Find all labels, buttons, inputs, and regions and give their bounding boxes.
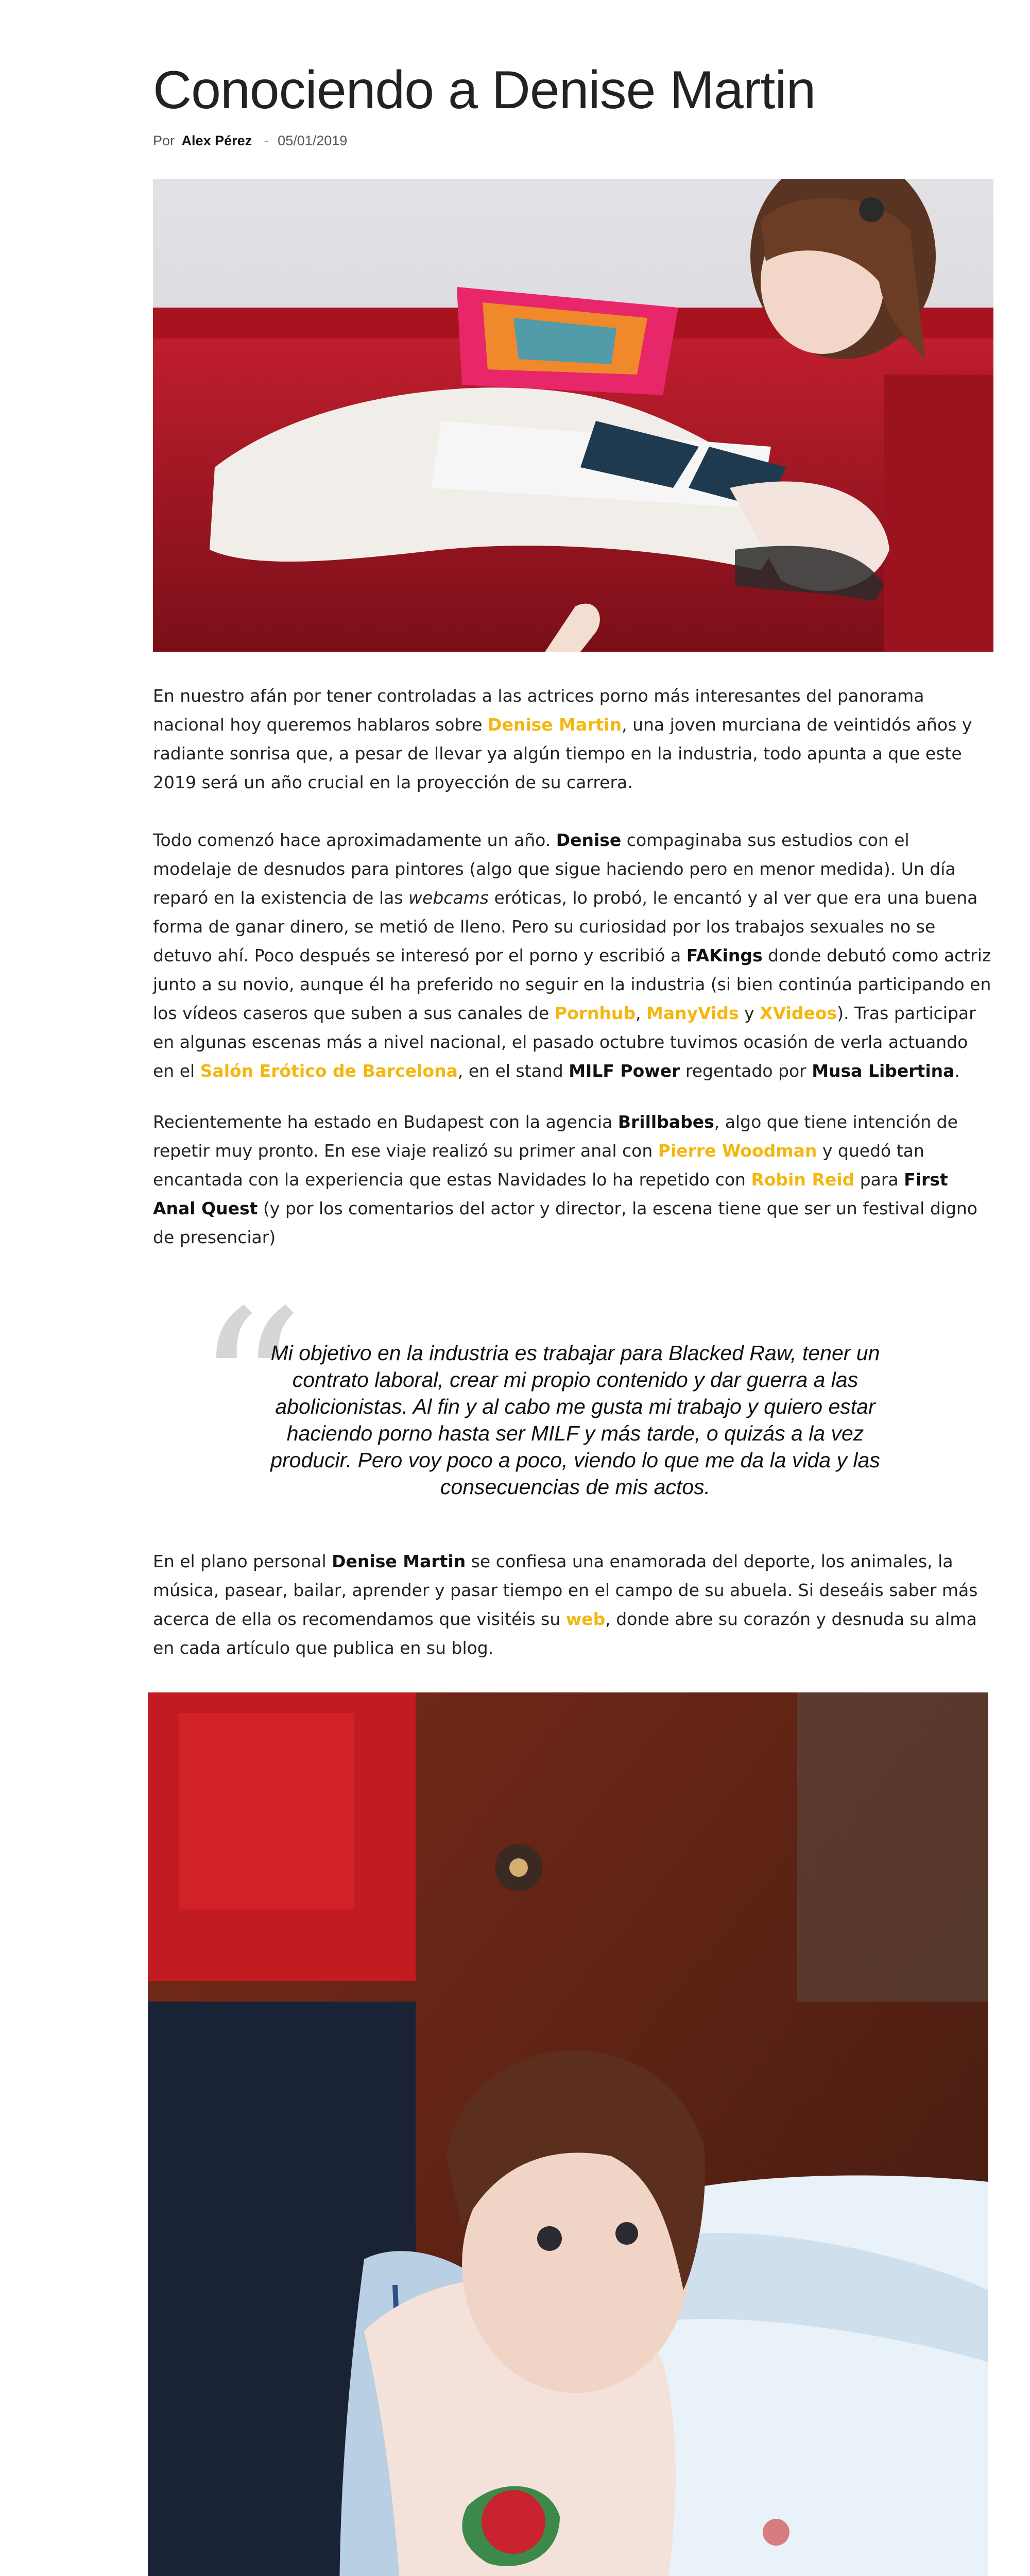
publish-date: 05/01/2019 (278, 133, 348, 148)
bold-first-anal-quest: First Anal Quest (153, 1170, 948, 1218)
link-robin-reid[interactable]: Robin Reid (751, 1170, 855, 1190)
origins-text: , en el stand (457, 1061, 569, 1081)
origins-text: . (954, 1061, 960, 1081)
paragraph-intro (153, 682, 992, 797)
link-denise-martin[interactable]: Denise Martin (488, 715, 622, 735)
origins-text: regentado por (680, 1061, 812, 1081)
link-manyvids[interactable]: ManyVids (646, 1003, 739, 1023)
hero-image (153, 179, 993, 652)
article-meta (153, 133, 347, 149)
bold-musa-libertina: Musa Libertina (812, 1061, 955, 1081)
personal-text: , donde abre su corazón y desnuda su alma en cada artículo que publica en su blog. (153, 1609, 977, 1658)
origins-text: ). Tras participar en algunas escenas más a nivel nacional, el pasado octubre tuvimos ocasión de verla actuando en el (153, 1003, 976, 1081)
italic-webcams: webcams (408, 888, 489, 908)
paragraph-budapest (153, 1108, 992, 1252)
origins-text: eróticas, lo probó, le encantó y al ver que era una buena forma de ganar dinero, se metió de lleno. Pero su curiosidad por los trabajos sexuales no se detuvo ahí. Poco después se interesó por el porno y escribió a (153, 888, 978, 965)
bold-brillbabes: Brillbabes (617, 1112, 714, 1132)
bold-milf-power: MILF Power (569, 1061, 680, 1081)
paragraph-origins (153, 826, 992, 1086)
quote-mark-icon: “ (194, 1265, 305, 1517)
intro-text-1: En nuestro afán por tener controladas a las actrices porno más interesantes del panorama nacional hoy queremos hablaros sobre (153, 686, 924, 735)
portrait-image (148, 1692, 988, 2576)
bold-denise: Denise (556, 830, 622, 850)
link-xvideos[interactable]: XVideos (760, 1003, 837, 1023)
link-pornhub[interactable]: Pornhub (554, 1003, 636, 1023)
budapest-text: para (854, 1170, 904, 1190)
budapest-text: Recientemente ha estado en Budapest con la agencia (153, 1112, 618, 1132)
personal-text: se confiesa una enamorada del deporte, los animales, la música, pasear, bailar, aprender y pasar tiempo en el campo de su abuela. Si deseáis saber más acerca de ella os recomendamos que visitéis su (153, 1551, 978, 1629)
origins-text: y (739, 1003, 760, 1023)
bold-denise-martin: Denise Martin (332, 1551, 466, 1571)
budapest-text: , algo que tiene intención de repetir muy pronto. En ese viaje realizó su primer anal con (153, 1112, 958, 1161)
intro-text-2: , una joven murciana de veintidós años y radiante sonrisa que, a pesar de llevar ya algún tiempo en la industria, todo apunta a que este 2019 será un año crucial en la proyección de su carrera. (153, 715, 972, 792)
link-pierre-woodman[interactable]: Pierre Woodman (658, 1141, 817, 1161)
origins-text: compaginaba sus estudios con el modelaje de desnudos para pintores (algo que sigue haciendo pero en menor medida). Un día reparó en la existencia de las (153, 830, 956, 908)
meta-separator: - (264, 133, 269, 148)
origins-text: , (636, 1003, 646, 1023)
article-title: Conociendo a Denise Martin (153, 60, 816, 120)
author-link[interactable]: Alex Pérez (181, 133, 252, 148)
link-salon-erotico[interactable]: Salón Erótico de Barcelona (200, 1061, 458, 1081)
origins-text: Todo comenzó hace aproximadamente un año. (153, 830, 556, 850)
pull-quote: Mi objetivo en la industria es trabajar para Blacked Raw, tener un contrato laboral, crear mi propio contenido y dar guerra a las abolicionistas. Al fin y al cabo me gusta mi trabajo y quiero estar haciendo porno hasta ser MILF y más tarde, o quizás a la vez producir. Pero voy poco a poco, viendo lo que me da la vida y las consecuencias de mis actos. (270, 1341, 880, 1499)
link-web[interactable]: web (565, 1609, 606, 1629)
origins-text: donde debutó como actriz junto a su novio, aunque él ha preferido no seguir en la industria (si bien continúa participando en los vídeos caseros que suben a sus canales de (153, 945, 991, 1023)
by-label: Por (153, 133, 175, 148)
budapest-text: y quedó tan encantada con la experiencia que estas Navidades lo ha repetido con (153, 1141, 924, 1190)
paragraph-personal (153, 1547, 992, 1663)
personal-text: En el plano personal (153, 1551, 332, 1571)
bold-fakings: FAKings (686, 945, 763, 965)
budapest-text: (y por los comentarios del actor y director, la escena tiene que ser un festival digno de presenciar) (153, 1198, 977, 1247)
